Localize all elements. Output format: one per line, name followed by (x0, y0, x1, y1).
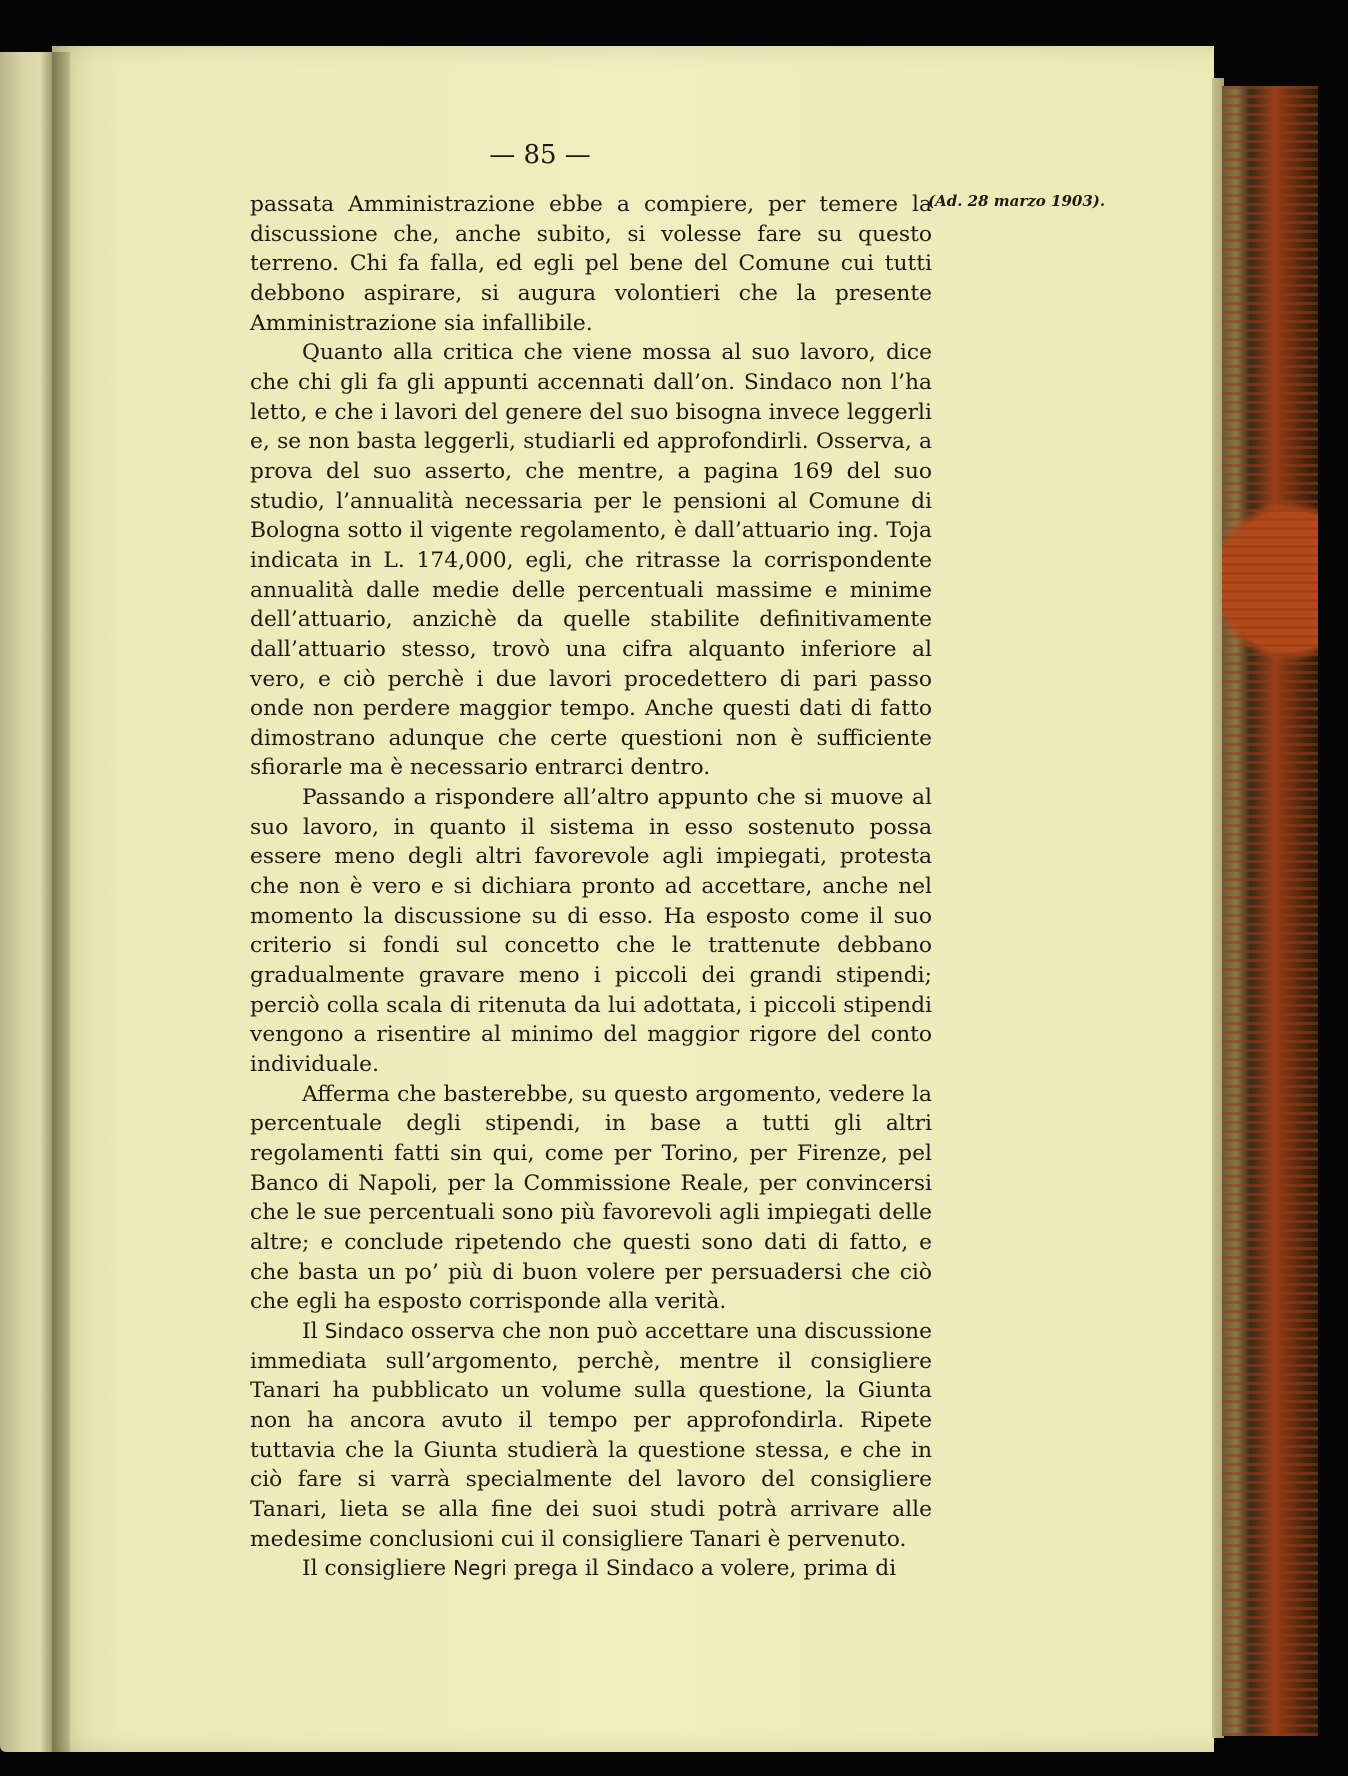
paragraph-text: prega il Sindaco a volere, prima di (506, 1556, 897, 1582)
speaker-name: Sindaco (324, 1318, 404, 1343)
page-number: — 85 — (489, 140, 591, 170)
paragraph (250, 1554, 932, 1584)
paragraph (250, 1317, 932, 1554)
paragraph: Quanto alla critica che viene mossa al suo lavoro, dice che chi gli fa gli appunti accennati dall’on. Sindaco non l’ha letto, e che i lavori del genere del suo bisogna invece leggerli e, se non basta leggerli, studiarli ed approfondirli. Osserva, a prova del suo asserto, che mentre, a pagina 169 del suo studio, l’annualità necessaria per le pensioni al Comune di Bologna sotto il vigente regolamento, è dall’attuario ing. Toja indicata in L. 174,000, egli, che ritrasse la corrispondente annualità dalle medie delle percentuali massime e minime dell’attuario, anzichè da quelle stabilite definitivamente dall’attuario stesso, trovò una cifra alquanto inferiore al vero, e ciò perchè i due lavori procedettero di pari passo onde non perdere maggior tempo. Anche questi dati di fatto dimostrano adunque che certe questioni non è sufficiente sfiorarle ma è necessario entrarci dentro. (250, 340, 932, 781)
paragraph: passata Amministrazione ebbe a compiere, per temere la discussione che, anche subito, si volesse fare su questo terreno. Chi fa falla, ed egli pel bene del Comune cui tutti debbono aspirare, si augura volontieri che la presente Amministrazione sia infallibile. (250, 192, 932, 336)
speaker-name: Negri (453, 1556, 507, 1581)
body-text (250, 190, 932, 1584)
paragraph-lead: Il (302, 1318, 325, 1344)
paragraph-text: osserva che non può accettare una discussione immediata sull’argomento, perchè, mentre il consigliere Tanari ha pubblicato un volume sulla questione, la Giunta non ha ancora avuto il tempo per approfondirla. Ripete tuttavia che la Giunta studierà la questione stessa, e che in ciò fare si varrà specialmente del lavoro del consigliere Tanari, lieta se alla fine dei suoi studi potrà arrivare alle medesime conclusioni cui il consigliere Tanari è pervenuto. (250, 1318, 932, 1552)
paragraph: Passando a rispondere all’altro appunto che si muove al suo lavoro, in quanto il sistema in esso sostenuto possa essere meno degli altri favorevole agli impiegati, protesta che non è vero e si dichiara pronto ad accettare, anche nel momento la discussione su di esso. Ha esposto come il suo criterio si fondi sul concetto che le trattenute debbano gradualmente gravare meno i piccoli dei grandi stipendi; perciò colla scala di ritenuta da lui adottata, i piccoli stipendi vengono a risentire al minimo del maggior rigore del conto individuale. (250, 785, 932, 1078)
book-fore-edge (1222, 86, 1318, 1736)
paragraph: Afferma che basterebbe, su questo argomento, vedere la percentuale degli stipendi, in base a tutti gli altri regolamenti fatti sin qui, come per Torino, per Firenze, pel Banco di Napoli, per la Commissione Reale, per convincersi che le sue percentuali sono più favorevoli agli impiegati delle altre; e conclude ripetendo che questi sono dati di fatto, e che basta un po’ più di buon volere per persuadersi che ciò che egli ha esposto corrisponde alla verità. (250, 1081, 932, 1315)
margin-date-note: (Ad. 28 marzo 1903). (928, 192, 1106, 210)
paragraph-lead: Il consigliere (302, 1556, 454, 1582)
book-gutter (40, 52, 70, 1752)
